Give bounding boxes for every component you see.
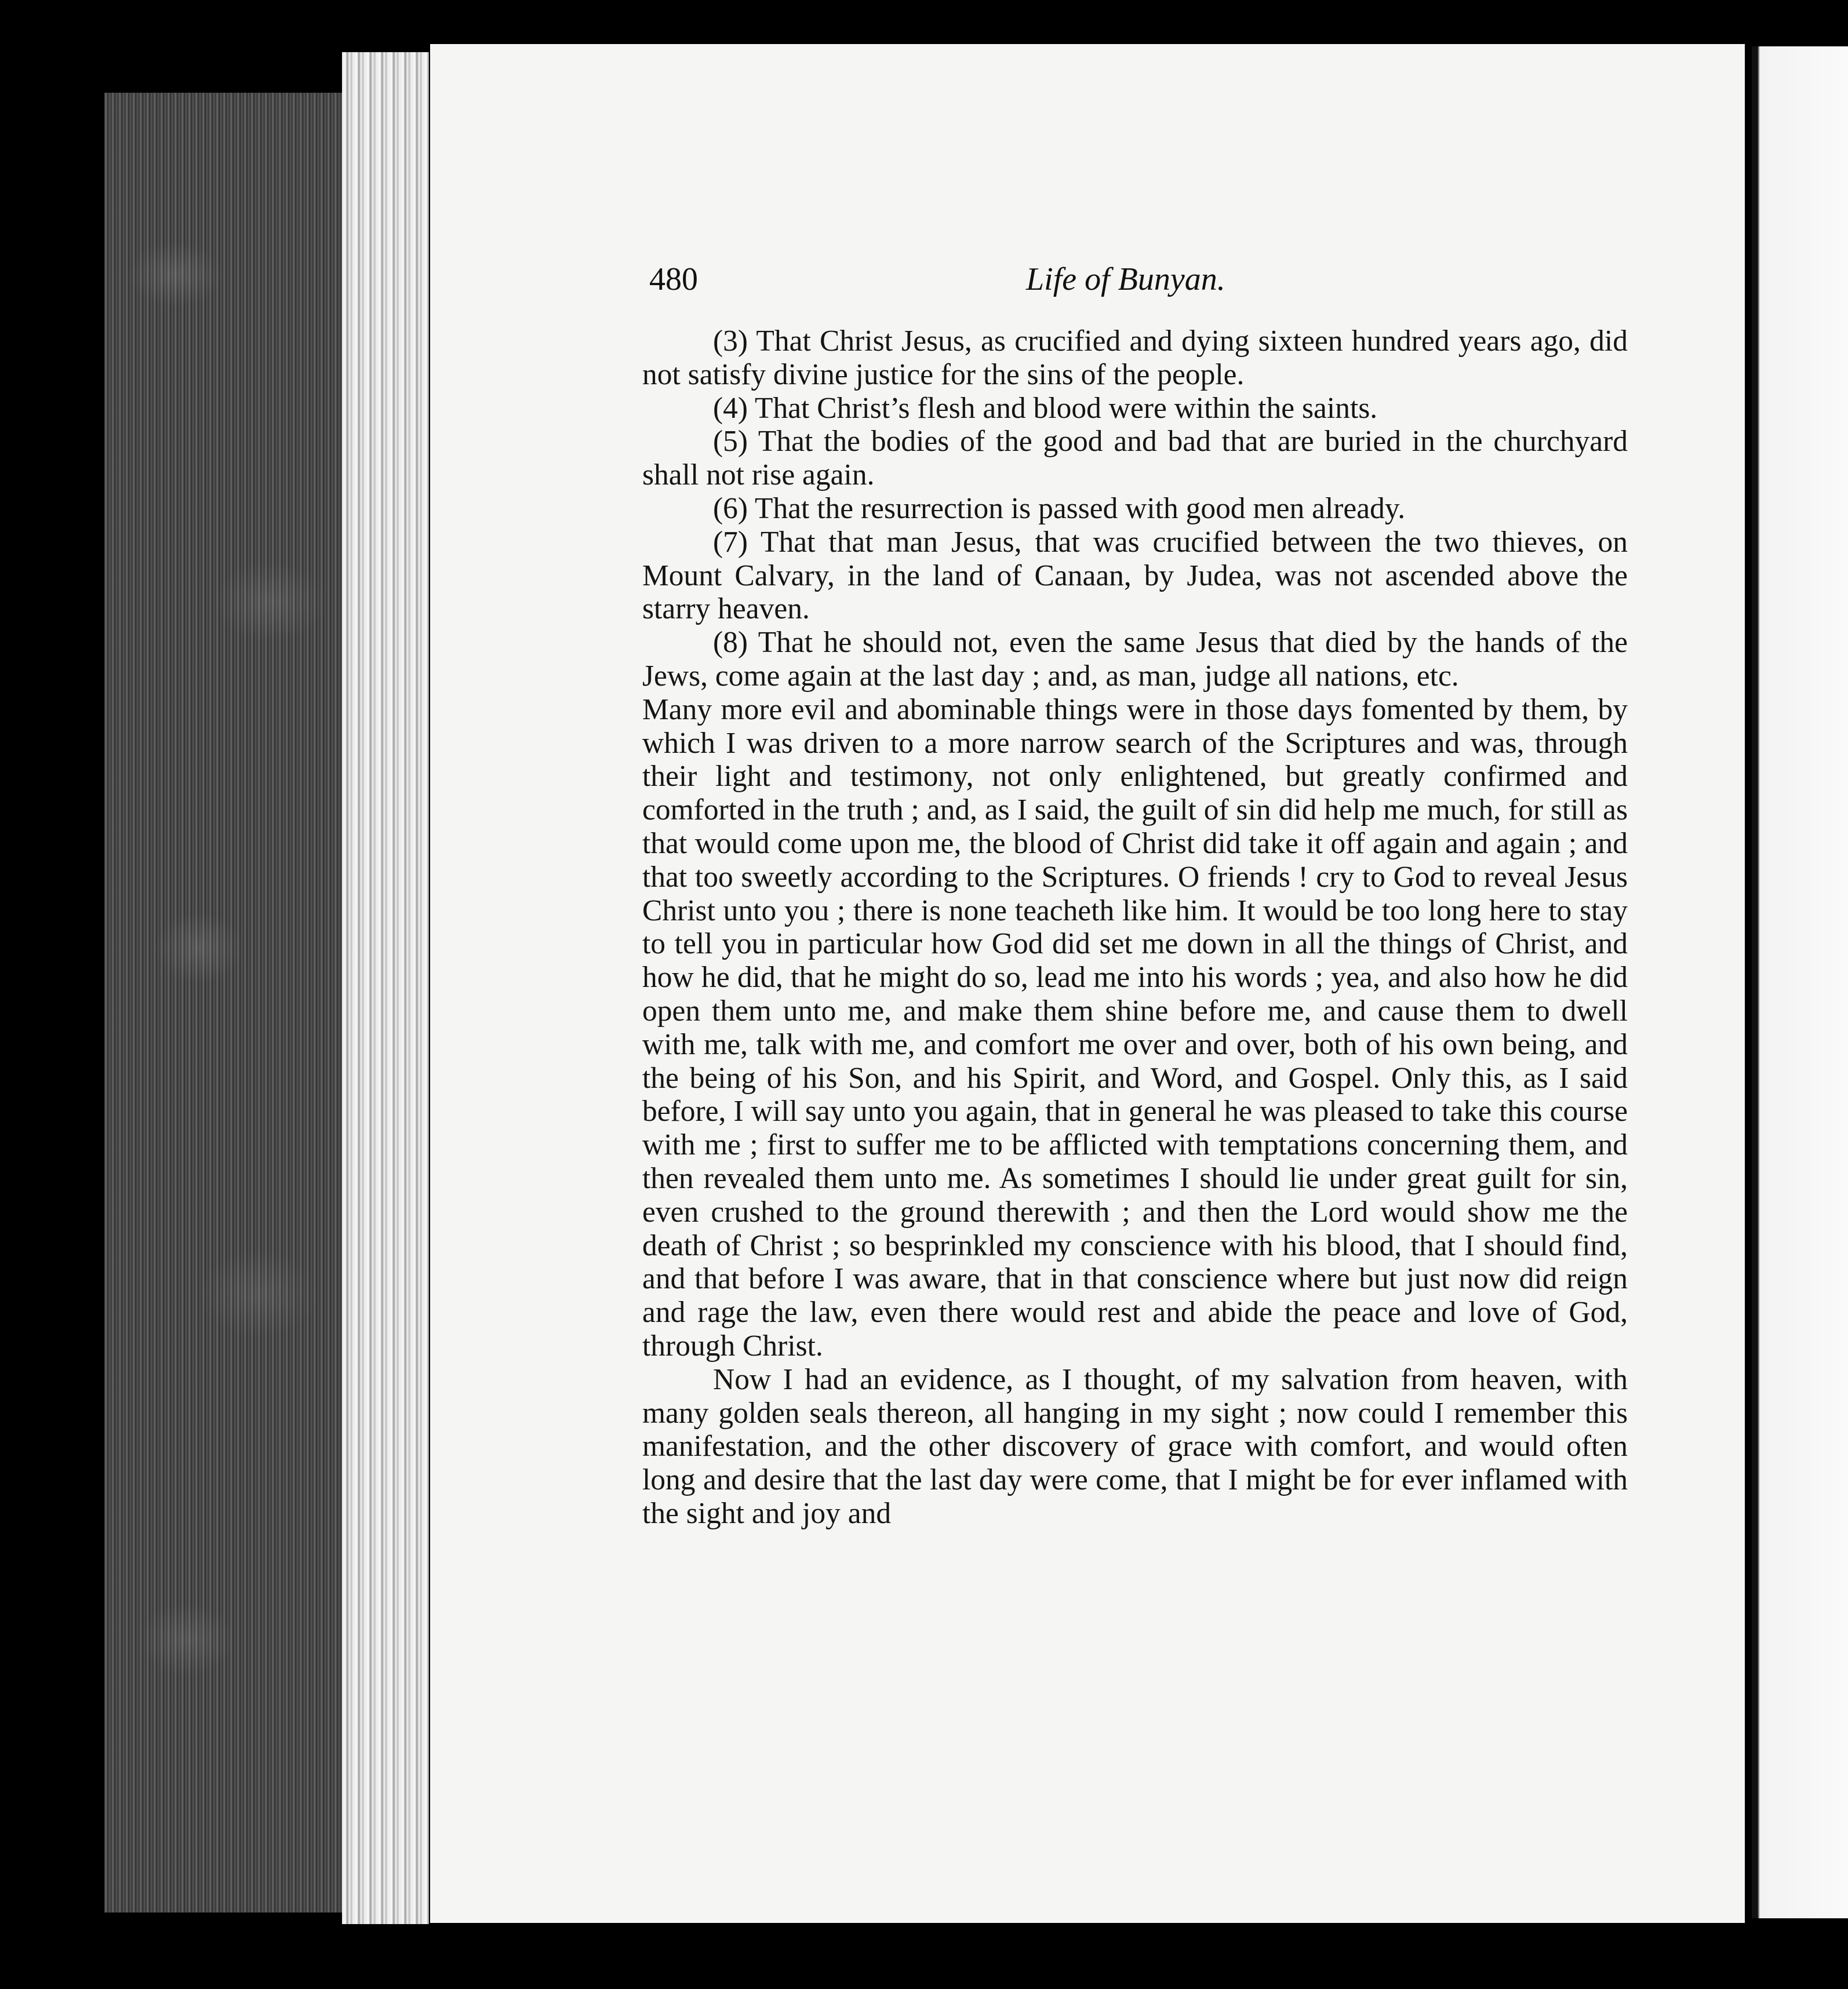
paragraph-item-7: (7) That that man Jesus, that was crucified between the two thieves, on Mount Calvary, in the land of Canaan, by Judea, was not ascended above the starry heaven.: [642, 525, 1628, 626]
page-number: 480: [649, 261, 698, 297]
paragraph-item-4: (4) That Christ’s flesh and blood were within the saints.: [713, 391, 1378, 425]
page-header: [649, 261, 1635, 307]
paragraph-item-3: (3) That Christ Jesus, as crucified and dying sixteen hundred years ago, did not satisfy divine justice for the sins of the people.: [642, 325, 1628, 391]
running-title: Life of Bunyan.: [1026, 261, 1225, 297]
paragraph-many-more: Many more evil and abominable things were in those days fomented by them, by which I was driven to a more narrow search of the Scriptures and was, through their light and testimony, not only enlightened, but greatly confirmed and comforted in the truth ; and, as I said, the guilt of sin did help me much, for still as that would come upon me, the blood of Christ did take it off again and again ; and that too sweetly according to the Scriptures. O friends ! cry to God to reveal Jesus Christ unto you ; there is none teacheth like him. It would be too long here to stay to tell you in particular how God did set me down in all the things of Christ, and how he did, that he might do so, lead me into his words ; yea, and also how he did open them unto me, and make them shine before me, and cause them to dwell with me, talk with me, and comfort me over and over, both of his own being, and the being of his Son, and his Spirit, and Word, and Gospel. Only this, as I said before, I will say unto you again, that in general he was pleased to take this course with me ; first to suffer me to be afflicted with temptations concerning them, and then revealed them unto me. As sometimes I should lie under great guilt for sin, even crushed to the ground therewith ; and then the Lord would show me the death of Christ ; so besprinkled my conscience with his blood, that I should find, and that before I was aware, that in that conscience where but just now did reign and rage the law, even there would rest and abide the peace and love of God, through Christ.: [642, 693, 1628, 1363]
page-body: [642, 325, 1628, 1531]
paragraph-item-6: (6) That the resurrection is passed with good men already.: [713, 491, 1406, 525]
marbled-page-edge: [104, 93, 342, 1913]
paragraph-now-i-had: Now I had an evidence, as I thought, of my salvation from heaven, with many golden seals thereon, all hanging in my sight ; now could I remember this manifestation, and the other discovery of grace with comfort, and would often long and desire that the last day were come, that I might be for ever inflamed with the sight and joy and: [642, 1363, 1628, 1530]
page-leaves: [342, 52, 429, 1924]
paragraph-item-8: (8) That he should not, even the same Jesus that died by the hands of the Jews, come again at the last day ; and, as man, judge all nations, etc.: [642, 626, 1628, 693]
paragraph-item-5: (5) That the bodies of the good and bad that are buried in the churchyard shall not rise again.: [642, 425, 1628, 492]
facing-page-edge: [1752, 46, 1848, 1918]
